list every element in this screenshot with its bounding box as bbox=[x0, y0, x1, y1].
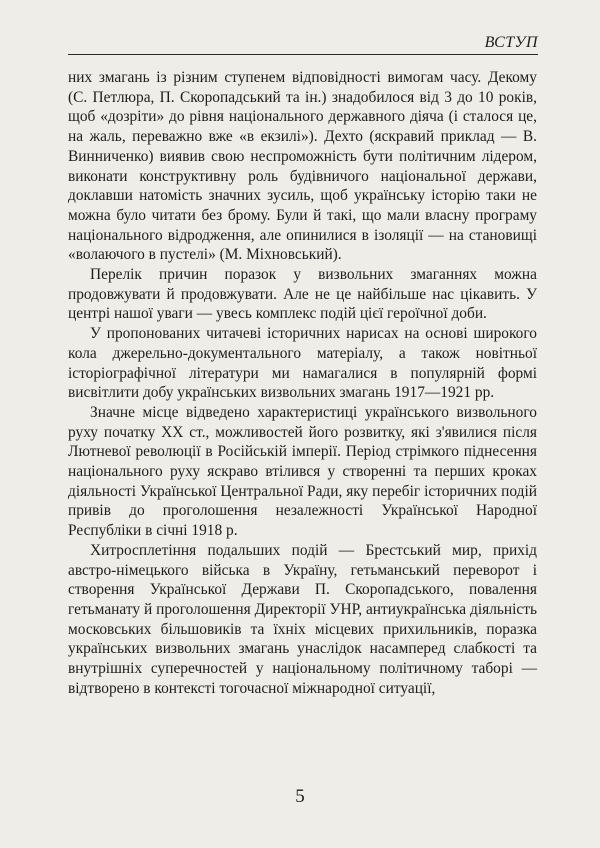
page-header bbox=[68, 28, 538, 55]
paragraph: Хитросплетіння подальших подій — Брестський мир, прихід австро-німецького війська в Україну, гетьманський переворот і створення Української Держави П. Скоропадського, повалення гетьманату й проголошення Директорії УНР, антиукраїнська діяльність московських більшовиків та їхніх місцевих прихильників, поразка українських визвольних змагань унаслідок насамперед слабкості та внутрішніх суперечностей у національному політичному таборі — відтворено в контексті тогочасної міжнародної ситуації, bbox=[68, 541, 537, 697]
paragraph: Перелік причин поразок у визвольних змаганнях можна продовжувати й продовжувати. Але не це найбільше нас цікавить. У центрі нашої уваги — увесь комплекс подій цієї героїчної доби. bbox=[68, 266, 537, 323]
page-number: 5 bbox=[295, 786, 305, 807]
paragraph-continuation: них змагань із різним ступенем відповідності вимогам часу. Декому (С. Петлюра, П. Скоропадський та ін.) знадобилося від 3 до 10 років, щоб «дозріти» до рівня національного державного діяча (і сталося це, на жаль, переважно вже «в екзилі»). Дехто (яскравий приклад — В. Винниченко) виявив свою неспроможність бути політичним лідером, виконати конструктивну роль будівничого національної держави, доклавши натомість значних зусиль, щоб українську історію таки не можна було читати без брому. Були й такі, що мали власну програму національного відродження, але опинилися в ізоляції — на становищі «волаючого в пустелі» (М. Міхновський). bbox=[68, 69, 537, 264]
running-head: ВСТУП bbox=[484, 34, 538, 51]
paragraph: У пропонованих читачеві історичних нарисах на основі широкого кола джерельно-документального матеріалу, а також новітньої історіографічної літератури ми намагалися в популярній формі висвітлити добу українських визвольних змагань 1917—1921 рр. bbox=[68, 325, 537, 402]
paragraph: Значне місце відведено характеристиці українського визвольного руху початку XX ст., можливостей його розвитку, які з'явилися після Лютневої революції в Російській імперії. Період стрімкого піднесення національного руху яскраво втілився у створенні та перших кроках діяльності Української Центральної Ради, яку перебіг історичних подій привів до проголошення незалежності Української Народної Республіки в січні 1918 р. bbox=[68, 403, 537, 540]
body-text bbox=[68, 68, 537, 699]
